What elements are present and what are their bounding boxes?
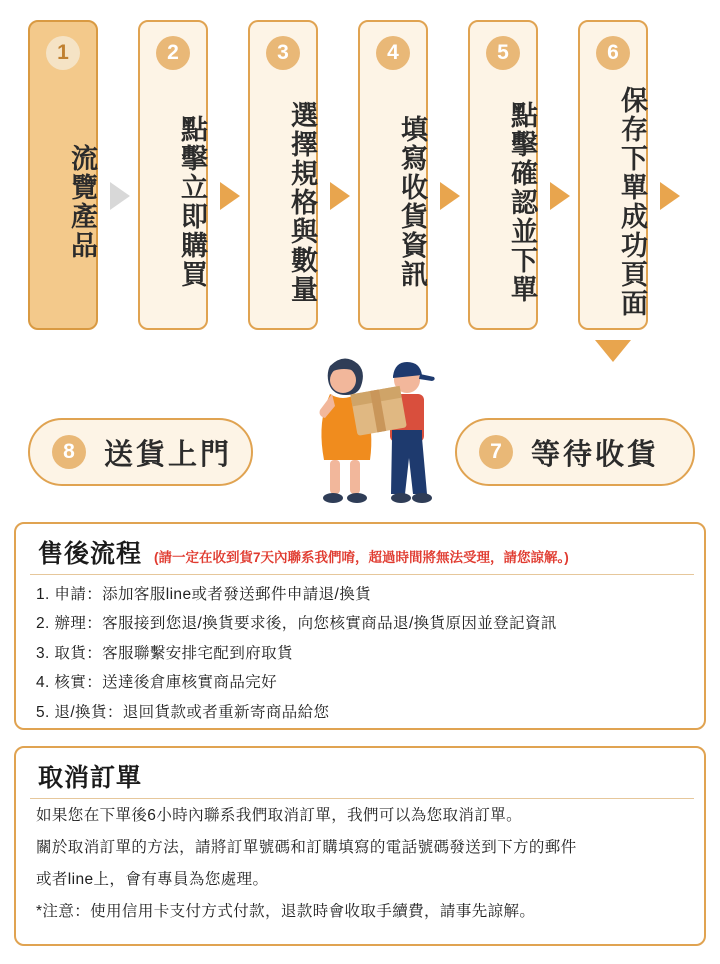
paragraph: 或者line上，會有專員為您處理。 [36, 871, 269, 889]
step-label: 填寫收貨資訊 [397, 115, 427, 289]
list-item: 4. 核實：送達後倉庫核實商品完好 [36, 674, 278, 692]
step-label: 點擊確認並下單 [507, 100, 537, 304]
step-number-badge: 6 [596, 36, 630, 70]
flow-arrow-down-icon [595, 340, 631, 362]
delivery-label: 等待收貨 [531, 438, 660, 471]
cancel-order-body [36, 804, 690, 932]
flow-step-2 [138, 20, 208, 330]
flow-step-3 [248, 20, 318, 330]
flow-arrow-icon [330, 182, 350, 210]
delivery-step-7 [455, 418, 695, 486]
cancel-order-header [38, 758, 142, 794]
paragraph: 關於取消訂單的方法，請將訂單號碼和訂購填寫的電話號碼發送到下方的郵件 [36, 839, 577, 857]
after-sales-title: 售後流程 [38, 540, 143, 568]
flow-arrow-icon [550, 182, 570, 210]
order-flow-steps [18, 10, 708, 330]
delivery-number-badge: 7 [479, 435, 513, 469]
step-number-badge: 1 [46, 36, 80, 70]
step-number-badge: 4 [376, 36, 410, 70]
after-sales-note: (請一定在收到貨7天內聯系我們唷，超過時間將無法受理，請您諒解。) [154, 550, 569, 565]
paragraph: 如果您在下單後6小時內聯系我們取消訂單，我們可以為您取消訂單。 [36, 807, 523, 824]
panel-divider [30, 798, 694, 799]
list-item: 3. 取貨：客服聯繫安排宅配到府取貨 [36, 644, 293, 662]
list-item: 1. 申請：添加客服line或者發送郵件申請退/換貨 [36, 586, 372, 603]
step-label: 選擇規格與數量 [287, 100, 317, 304]
cancel-order-panel [14, 746, 706, 946]
step-number-badge: 3 [266, 36, 300, 70]
delivery-status-row [0, 418, 720, 504]
flow-step-6 [578, 20, 648, 330]
flow-arrow-icon [440, 182, 460, 210]
flow-arrow-icon [660, 182, 680, 210]
delivery-label: 送貨上門 [104, 438, 233, 471]
flow-step-5 [468, 20, 538, 330]
paragraph: *注意：使用信用卡支付方式付款，退款時會收取手續費，請事先諒解。 [36, 903, 536, 921]
list-item: 2. 辦理：客服接到您退/換貨要求後，向您核實商品退/換貨原因並登記資訊 [36, 615, 557, 633]
flow-arrow-icon [110, 182, 130, 210]
delivery-number-badge: 8 [52, 435, 86, 469]
list-item: 5. 退/換貨：退回貨款或者重新寄商品給您 [36, 703, 330, 721]
step-label: 點擊立即購買 [177, 115, 207, 289]
delivery-step-8 [28, 418, 253, 486]
flow-step-1 [28, 20, 98, 330]
after-sales-panel [14, 522, 706, 730]
panel-divider [30, 574, 694, 575]
after-sales-header [38, 534, 569, 570]
flow-arrow-icon [220, 182, 240, 210]
after-sales-list [36, 580, 690, 727]
after-sales-body [36, 580, 690, 727]
step-number-badge: 2 [156, 36, 190, 70]
flow-step-4 [358, 20, 428, 330]
step-label: 保存下單成功頁面 [617, 86, 647, 318]
step-number-badge: 5 [486, 36, 520, 70]
step-label: 流覽產品 [67, 144, 97, 260]
cancel-order-title: 取消訂單 [38, 764, 143, 792]
